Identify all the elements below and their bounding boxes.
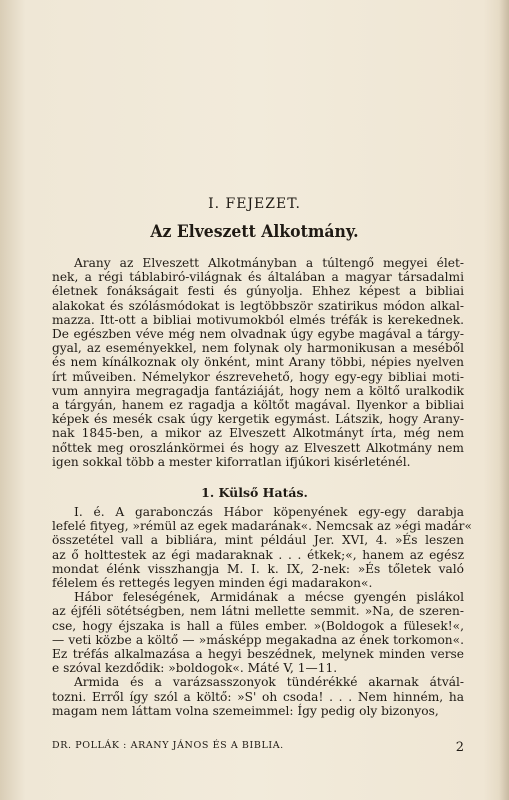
text-line: félelem és rettegés legyen minden égi madarakon«. xyxy=(52,576,373,591)
text-line: e szóval kezdődik: »boldogok«. Máté V, 1—11. xyxy=(52,661,338,676)
section-text xyxy=(52,505,472,718)
chapter-title: Az Elveszett Alkotmány. xyxy=(150,222,359,242)
text-line: vum annyira megragadja fantáziáját, hogy nem a költő uralkodik xyxy=(52,383,464,398)
text-line: képek és mesék csak úgy kergetik egymást. Látszik, hogy Arany- xyxy=(52,412,464,427)
text-line: magam nem láttam volna szemeimmel: Így pedig oly bizonyos, xyxy=(52,703,439,718)
text-line: — veti közbe a költő — »másképp megakadna az ének torkomon«. xyxy=(52,632,464,647)
text-line: nak 1845-ben, a mikor az Elveszett Alkotmányt írta, még nem xyxy=(52,426,464,441)
text-line: igen sokkal több a mester kiforratlan ifjúkori kisérleténél. xyxy=(52,454,411,469)
text-line: az éjféli sötétségben, nem látni mellette semmit. »Na, de szeren- xyxy=(52,604,464,619)
text-line: életnek fonákságait festi és gúnyolja. Ehhez képest a bibliai xyxy=(52,284,464,299)
text-line: és nem kínálkoznak oly önként, mint Arany többi, népies nyelven xyxy=(52,355,464,370)
text-line: Hábor feleségének, Armidának a mécse gyengén pislákol xyxy=(74,590,464,605)
text-line: gyal, az eseményekkel, nem folynak oly harmonikusan a meséből xyxy=(52,341,464,356)
text-line: a tárgyán, hanem ez ragadja a költőt magával. Ilyenkor a bibliai xyxy=(52,398,464,413)
running-footer: DR. POLLÁK : ARANY JÁNOS ÉS A BIBLIA. xyxy=(52,740,284,751)
text-line: az ő holttestek az égi madaraknak . . . étkek;«, hanem az egész xyxy=(52,547,464,562)
chapter-heading: I. FEJEZET. xyxy=(208,196,301,212)
intro-paragraph xyxy=(52,256,464,469)
section-title: 1. Külső Hatás. xyxy=(201,485,308,500)
text-line: Ez tréfás alkalmazása a hegyi beszédnek, melynek minden verse xyxy=(52,647,464,662)
page-number: 2 xyxy=(455,740,464,755)
text-line: összetétel vall a bibliára, mint például Jer. XVI, 4. »És leszen xyxy=(52,533,464,548)
page-edge-shadow xyxy=(499,0,509,800)
text-line: Armida és a varázsasszonyok tündérékké akarnak átvál- xyxy=(74,675,464,690)
text-line: mazza. Itt-ott a bibliai motivumokból elmés tréfák is kerekednek. xyxy=(52,312,464,327)
text-line: lefelé fityeg, »rémül az egek madarának«. Nemcsak az »égi madár« xyxy=(52,519,472,534)
text-line: írt műveiben. Némelykor észrevehető, hogy egy-egy bibliai moti- xyxy=(52,369,464,384)
text-line: nőttek meg oroszlánkörmei és hogy az Elveszett Alkotmány nem xyxy=(52,440,464,455)
text-line: alakokat és szólásmódokat is legtöbbször szatirikus módon alkal- xyxy=(52,298,464,313)
text-line: cse, hogy éjszaka is hall a füles ember. »(Boldogok a fülesek!«, xyxy=(52,618,464,633)
page-footer xyxy=(52,740,464,755)
text-line: Arany az Elveszett Alkotmányban a túltengő megyei élet- xyxy=(74,256,464,270)
text-line: mondat élénk visszhangja M. I. k. IX, 2-nek: »És tőletek való xyxy=(52,561,464,576)
text-line: I. é. A garabonczás Hábor köpenyének egy-egy darabja xyxy=(74,505,464,519)
text-line: tozni. Erről így szól a költő: »S' oh csoda! . . . Nem hinném, ha xyxy=(52,689,464,704)
text-line: De egészben véve még nem olvadnak úgy egybe magával a tárgy- xyxy=(52,327,464,342)
text-line: nek, a régi táblabiró-világnak és általában a magyar társadalmi xyxy=(52,270,464,285)
